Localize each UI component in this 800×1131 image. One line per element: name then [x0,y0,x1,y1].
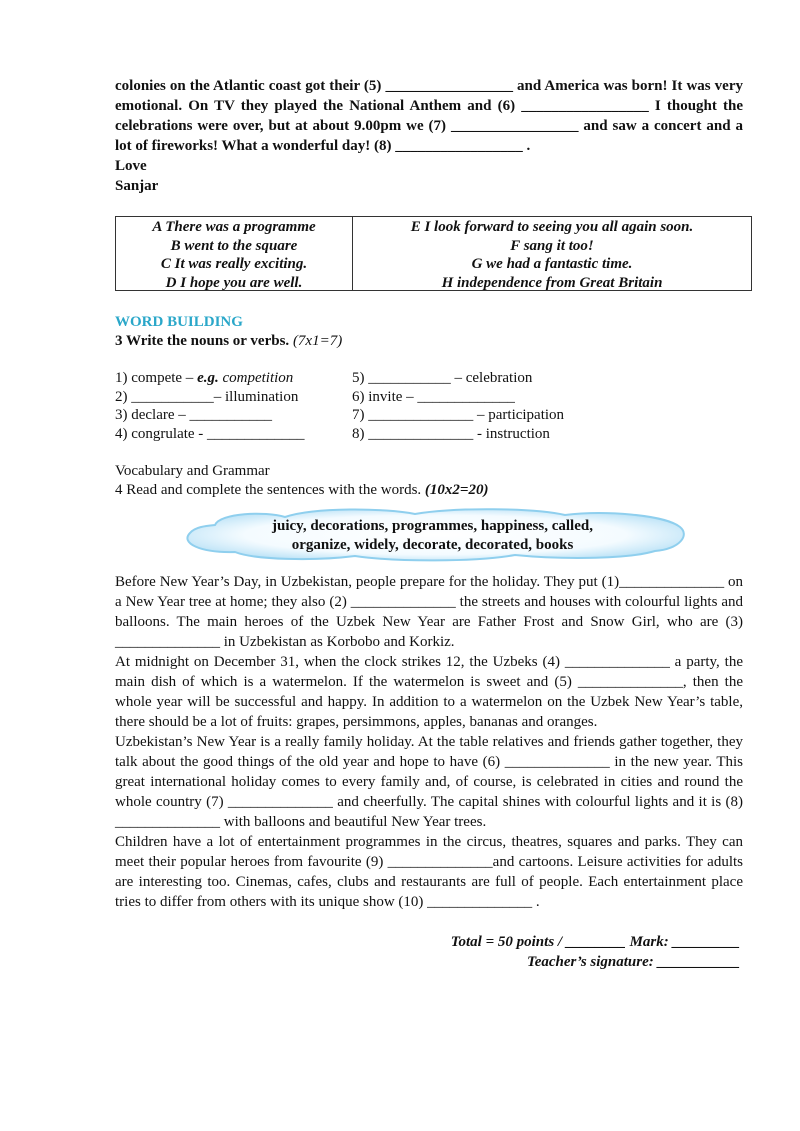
exercise-row-1 [115,368,755,387]
teacher-signature-line: Teacher’s signature: ___________ [526,954,740,970]
exercise-row-4 [115,424,755,443]
exercise-item-4: 4) congrulate - _____________ [115,426,305,442]
exercise-item-1: 1) compete – e.g. competition [115,370,294,386]
letter-closing: Love [115,158,147,174]
word-bank-cloud [175,505,690,563]
exercise-item-8: 8) ______________ - instruction [352,426,550,442]
exercise-item-3: 3) declare – ___________ [115,407,273,423]
option-e: E I look forward to seeing you all again soon. [410,219,694,235]
word-building-task-label: 3 Write the nouns or verbs. [115,333,290,349]
option-d: D I hope you are well. [165,274,303,291]
exercise-item-7: 7) ______________ – participation [352,407,565,423]
exercise-row-2 [115,387,755,406]
exercise-item-6: 6) invite – _____________ [352,389,515,405]
options-right-column [353,217,751,290]
option-g: G we had a fantastic time. [471,256,633,272]
word-bank-line-2: organize, widely, decorate, decorated, books [291,537,574,553]
options-table [115,216,752,291]
vocab-heading: Vocabulary and Grammar [115,463,270,479]
option-a: A There was a programme [152,219,316,235]
reading-paragraph-4: Children have a lot of entertainment programmes in the circus, theatres, squares and parks. They can meet their popular heroes from favourite (9) ______________and cartoons. Leisure activities for adults are interesting too. Cinemas, cafes, clubs and restaurants are full of people. Each entertainment place tries to differ from others with its unique show (10) ______________ . [115,834,743,910]
word-building-task [115,331,342,351]
vocab-task-points: (10x2=20) [424,482,489,498]
option-f: F sang it too! [510,237,594,254]
option-b: B went to the square [170,237,298,254]
reading-paragraph-1: Before New Year’s Day, in Uzbekistan, people prepare for the holiday. They put (1)______________ on a New Year tree at home; they also (2) ______________ the streets and houses with colourful lights and balloons. The main heroes of the Uzbek New Year are Father Frost and Snow Girl, who are (3) ______________ in Uzbekistan as Korbobo and Korkiz. [115,574,743,650]
letter-paragraph: colonies on the Atlantic coast got their (5) _________________ and America was born! It was very emotional. On TV they played the National Anthem and (6) _________________ I thought the celebrations were over, but at about 9.00pm we (7) _________________ and saw a concert and a lot of fireworks! What a wonderful day! (8) _________________ . [115,78,743,154]
reading-paragraph-2: At midnight on December 31, when the clock strikes 12, the Uzbeks (4) ______________ a party, the main dish of which is a watermelon. If the watermelon is sweet and (5) ______________, then the whole year will be successful and happy. In addition to a watermelon on the Uzbek New Year’s table, there should be a lot of fruits: grapes, persimmons, apples, bananas and oranges. [115,654,743,730]
vocab-task [115,480,488,500]
word-building-heading: WORD BUILDING [115,314,243,330]
exercise-item-5: 5) ___________ – celebration [352,370,533,386]
option-c: C It was really exciting. [160,256,308,272]
option-h: H independence from Great Britain [441,274,663,291]
reading-paragraph-3: Uzbekistan’s New Year is a really family holiday. At the table relatives and friends gather together, they talk about the good things of the old year and hope to have (6) ______________ in the new year. This great international holiday comes to every family and, of course, is celebrated in cities and round the whole country (7) ______________ and cheerfully. The capital shines with colourful lights and it is (8) ______________ with balloons and beautiful New Year trees. [115,734,743,830]
vocab-task-text: 4 Read and complete the sentences with the words. [115,482,422,498]
total-points-line: Total = 50 points / ________ Mark: _________ [450,934,740,950]
letter-signature: Sanjar [115,178,159,194]
exercise-row-3 [115,405,755,424]
exercise-item-2: 2) ___________– illumination [115,389,299,405]
word-building-task-points: (7x1=7) [292,333,343,349]
options-left-column [116,217,353,290]
word-bank-line-1: juicy, decorations, programmes, happiness, called, [272,518,593,534]
